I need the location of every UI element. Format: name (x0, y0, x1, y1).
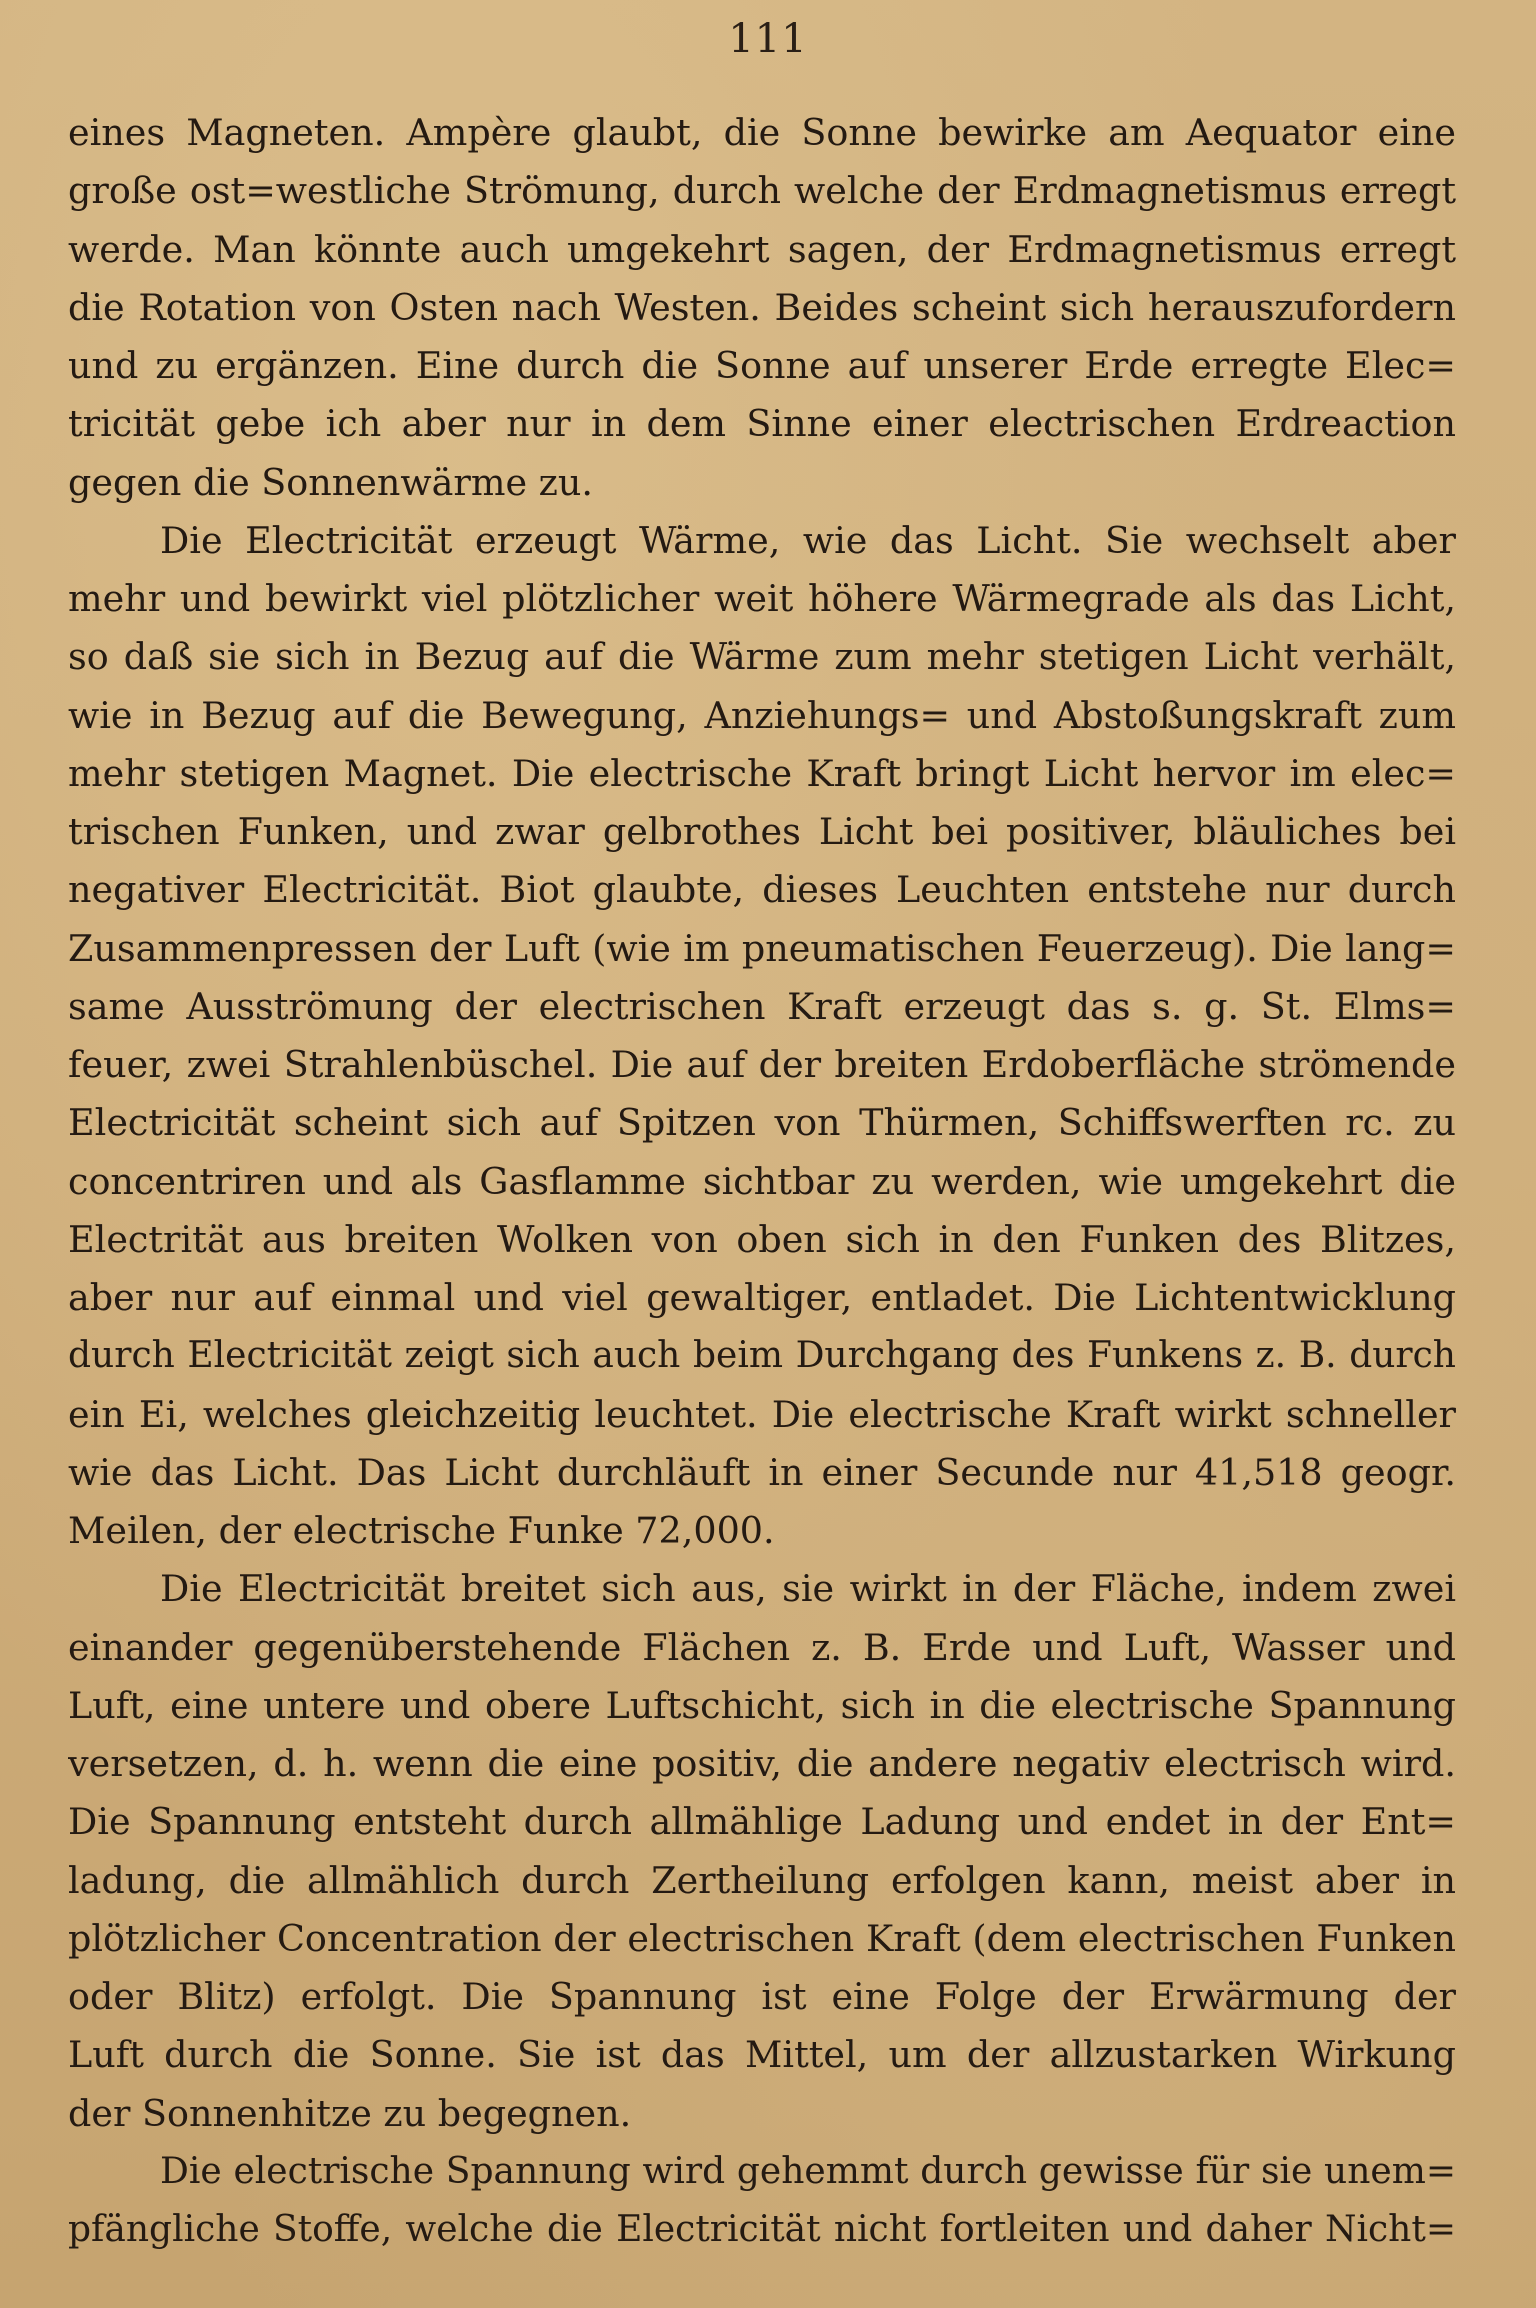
body-text (68, 104, 1456, 2259)
text-line: Luft durch die Sonne. Sie ist das Mittel, um der allzustarken Wirkung (68, 2033, 1456, 2077)
text-line: gegen die Sonnenwärme zu. (68, 460, 593, 504)
text-line: und zu ergänzen. Eine durch die Sonne auf unserer Erde erregte Elec= (68, 344, 1456, 387)
text-line: so daß sie sich in Bezug auf die Wärme zum mehr stetigen Licht verhält, (68, 635, 1456, 679)
text-line: ein Ei, welches gleichzeitig leuchtet. Die electrische Kraft wirkt schneller (68, 1392, 1456, 1436)
text-line: einander gegenüberstehende Flächen z. B. Erde und Luft, Wasser und (68, 1625, 1456, 1669)
text-line: versetzen, d. h. wenn die eine positiv, die andere negativ electrisch wird. (68, 1742, 1456, 1785)
text-line: pfängliche Stoffe, welche die Electricität nicht fortleiten und daher Nicht= (68, 2209, 1456, 2250)
text-line: Die Spannung entsteht durch allmählige Ladung und endet in der Ent= (68, 1800, 1456, 1844)
text-line: oder Blitz) erfolgt. Die Spannung ist eine Folge der Erwärmung der (68, 1975, 1456, 2018)
text-line: Die Electricität erzeugt Wärme, wie das Licht. Sie wechselt aber (160, 518, 1456, 562)
text-line: Die Electricität breitet sich aus, sie wirkt in der Fläche, indem zwei (160, 1567, 1456, 1611)
text-line: die Rotation von Osten nach Westen. Beides scheint sich herauszufordern (68, 285, 1456, 329)
text-line: Die electrische Spannung wird gehemmt durch gewisse für sie unem= (160, 2150, 1456, 2192)
text-line: der Sonnenhitze zu begegnen. (68, 2091, 632, 2135)
text-line: Zusammenpressen der Luft (wie im pneumatischen Feuerzeug). Die lang= (68, 926, 1456, 970)
text-line: durch Electricität zeigt sich auch beim Durchgang des Funkens z. B. durch (68, 1335, 1456, 1377)
text-line: trischen Funken, und zwar gelbrothes Licht bei positiver, bläuliches bei (68, 810, 1456, 853)
text-line: concentriren und als Gasflamme sichtbar zu werden, wie umgekehrt die (68, 1159, 1456, 1203)
text-line: Electrität aus breiten Wolken von oben sich in den Funken des Blitzes, (68, 1217, 1456, 1261)
text-line: ladung, die allmählich durch Zertheilung erfolgen kann, meist aber in (68, 1858, 1456, 1902)
text-line: Electricität scheint sich auf Spitzen von Thürmen, Schiffswerften rc. zu (68, 1101, 1456, 1145)
text-line: werde. Man könnte auch umgekehrt sagen, der Erdmagnetismus erregt (68, 227, 1456, 271)
page-number: 111 (728, 16, 808, 62)
text-line: große ost=westliche Strömung, durch welche der Erdmagnetismus erregt (68, 169, 1456, 213)
text-line: mehr und bewirkt viel plötzlicher weit höhere Wärmegrade als das Licht, (68, 577, 1456, 620)
text-line: feuer, zwei Strahlenbüschel. Die auf der breiten Erdoberfläche strömende (68, 1043, 1456, 1086)
text-line: wie in Bezug auf die Bewegung, Anziehungs= und Abstoßungskraft zum (68, 693, 1456, 737)
text-line: wie das Licht. Das Licht durchläuft in einer Secunde nur 41,518 geogr. (68, 1450, 1456, 1494)
text-line: tricität gebe ich aber nur in dem Sinne einer electrischen Erdreaction (68, 402, 1456, 446)
text-line: Meilen, der electrische Funke 72,000. (68, 1509, 775, 1552)
text-line: eines Magneten. Ampère glaubt, die Sonne bewirke am Aequator eine (68, 111, 1456, 154)
text-line: plötzlicher Concentration der electrischen Kraft (dem electrischen Funken (68, 1916, 1456, 1960)
text-line: aber nur auf einmal und viel gewaltiger, entladet. Die Lichtentwicklung (68, 1276, 1456, 1319)
text-line: negativer Electricität. Biot glaubte, dieses Leuchten entstehe nur durch (68, 868, 1456, 912)
text-line: mehr stetigen Magnet. Die electrische Kraft bringt Licht hervor im elec= (68, 751, 1456, 795)
text-line: same Ausströmung der electrischen Kraft erzeugt das s. g. St. Elms= (68, 984, 1456, 1028)
text-line: Luft, eine untere und obere Luftschicht, sich in die electrische Spannung (68, 1683, 1456, 1727)
